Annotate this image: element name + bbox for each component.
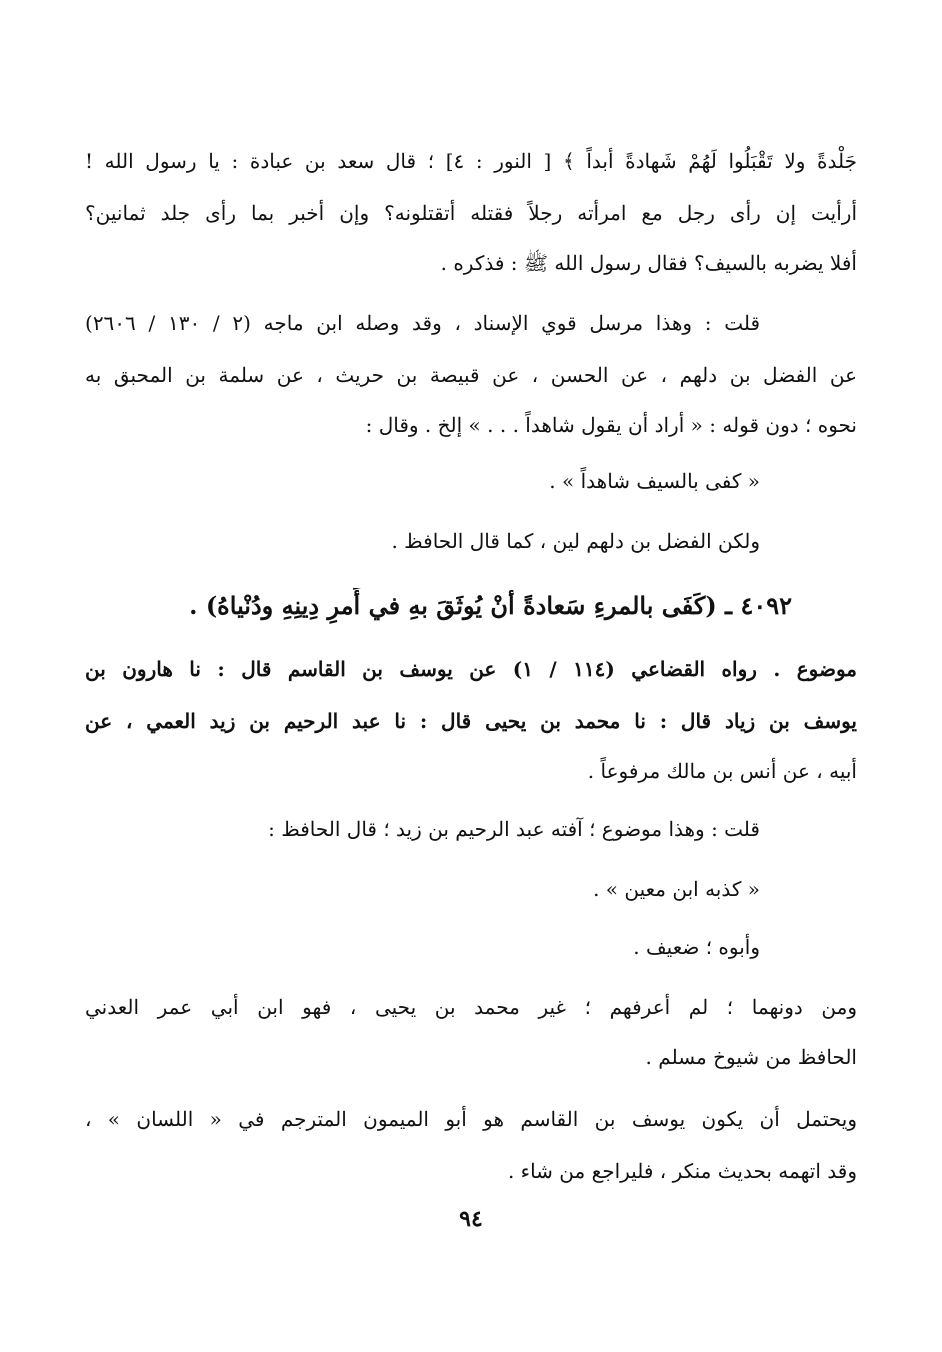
- text-line: يوسف بن زياد قال : نا محمد بن يحيى قال : نا عبد الرحيم بن زيد العمي ، عن: [85, 709, 857, 733]
- text-line: عن الفضل بن دلهم ، عن الحسن ، عن قبيصة بن حريث ، عن سلمة بن المحبق به: [85, 363, 857, 387]
- text-line: الحافظ من شيوخ مسلم .: [645, 1045, 857, 1069]
- text-line: وأبوه ؛ ضعيف .: [633, 935, 760, 959]
- text-line: ومن دونهما ؛ لم أعرفهم ؛ غير محمد بن يحيى ، فهو ابن أبي عمر العدني: [85, 995, 857, 1019]
- text-line: أرأيت إن رأى رجل مع امرأته رجلاً فقتله أتقتلونه؟ وإن أخبر بما رأى جلد ثمانين؟: [85, 201, 857, 225]
- text-line: موضوع . رواه القضاعي (١١٤ / ١) عن يوسف بن القاسم قال : نا هارون بن: [85, 657, 857, 681]
- text-line: ولكن الفضل بن دلهم لين ، كما قال الحافظ .: [391, 529, 760, 553]
- text-line: جَلْدةً ولا تَقْبَلُوا لَهُمْ شَهادةً أبداً ﴾ [ النور : ٤] ؛ قال سعد بن عبادة : يا رسول الله !: [85, 149, 857, 173]
- text-line: أبيه ، عن أنس بن مالك مرفوعاً .: [587, 759, 857, 783]
- quoted-text: « كذبه ابن معين » .: [593, 877, 760, 901]
- hadith-heading: ٤٠٩٢ ـ (كَفَى بالمرءِ سَعادةً أنْ يُوثَقَ بهِ في أَمرِ دِينِهِ ودُنْياهُ) .: [189, 591, 792, 620]
- text-line: نحوه ؛ دون قوله : « أراد أن يقول شاهداً . . . » إلخ . وقال :: [365, 413, 857, 437]
- text-line: وقد اتهمه بحديث منكر ، فليراجع من شاء .: [507, 1159, 857, 1183]
- text-line: قلت : وهذا موضوع ؛ آفته عبد الرحيم بن زيد ؛ قال الحافظ :: [268, 817, 760, 841]
- text-line: قلت : وهذا مرسل قوي الإسناد ، وقد وصله ابن ماجه (٢ / ١٣٠ / ٢٦٠٦): [85, 311, 760, 335]
- quoted-text: « كفى بالسيف شاهداً » .: [549, 469, 760, 493]
- text-line: ويحتمل أن يكون يوسف بن القاسم هو أبو الميمون المترجم في « اللسان » ،: [85, 1107, 857, 1131]
- text-line: أفلا يضربه بالسيف؟ فقال رسول الله ﷺ : فذكره .: [440, 251, 857, 275]
- page-number: ٩٤: [459, 1206, 483, 1232]
